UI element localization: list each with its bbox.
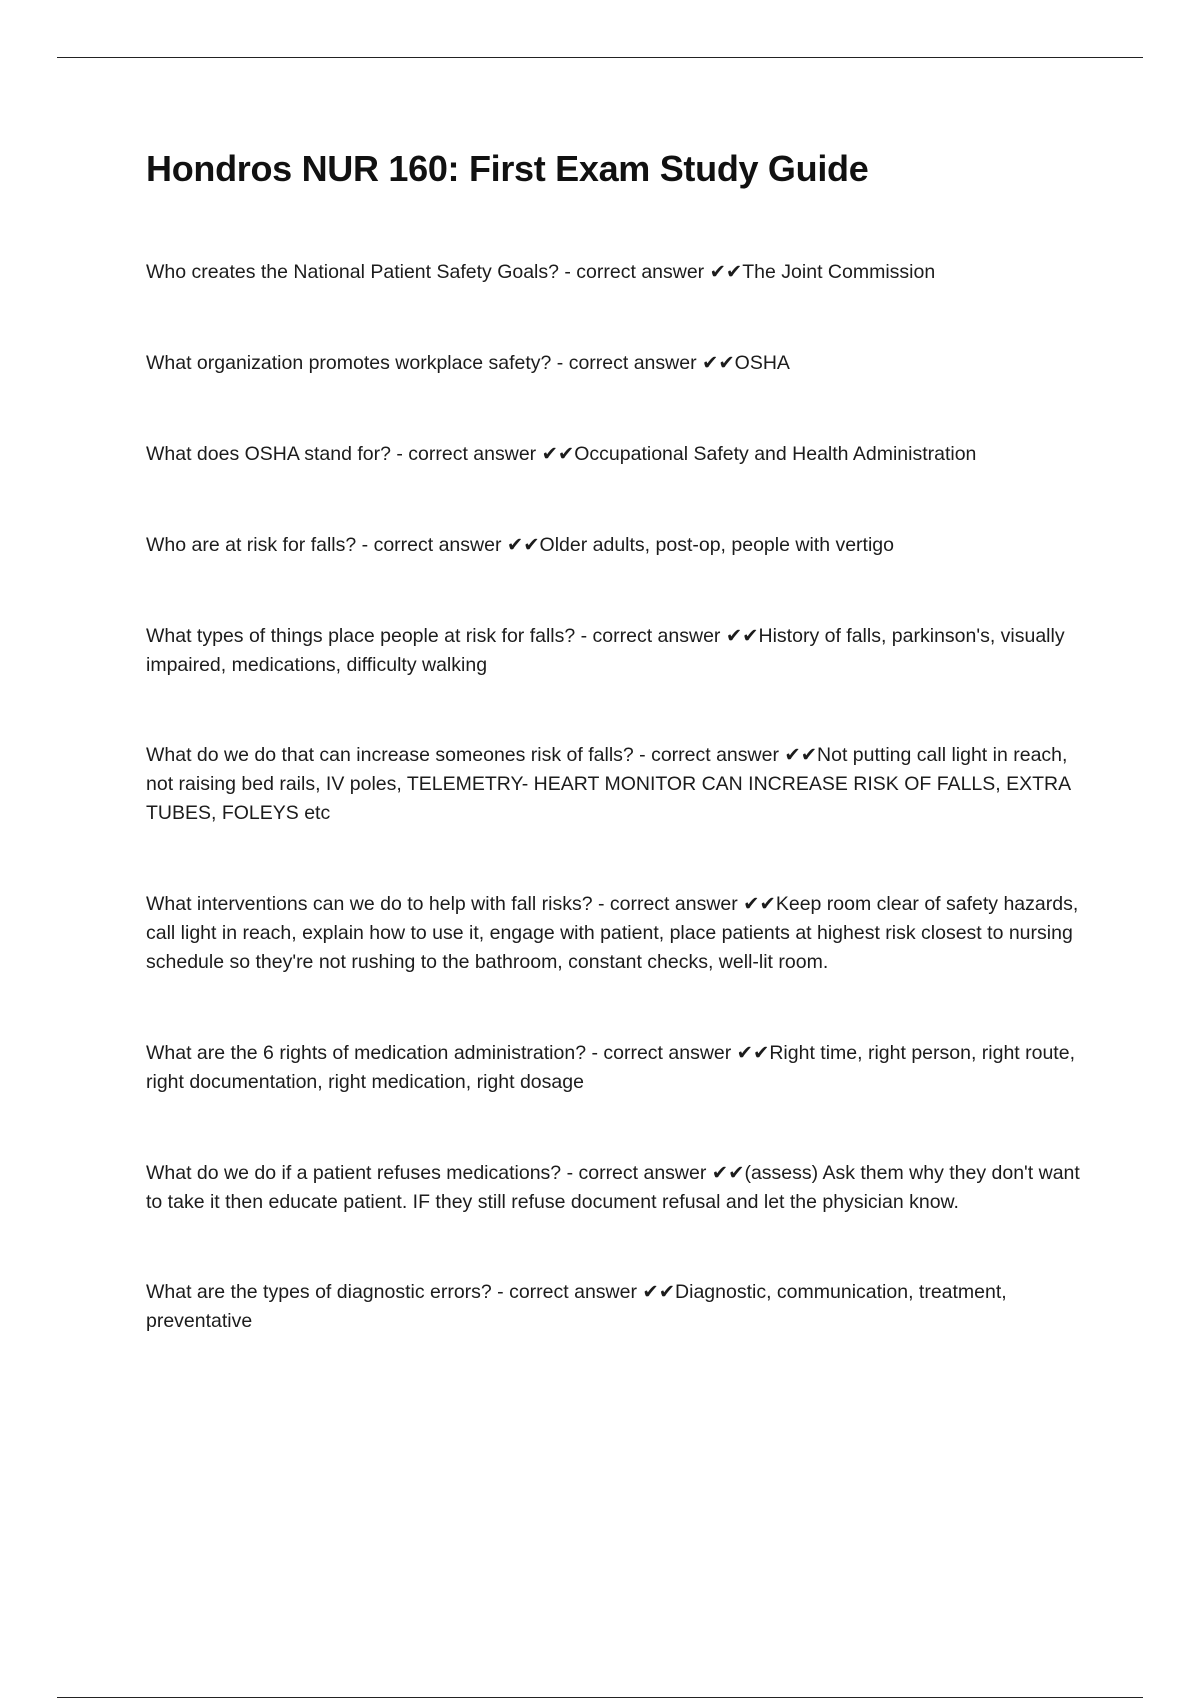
qa-item: Who creates the National Patient Safety Goals? - correct answer ✔✔The Joint Commission bbox=[146, 261, 936, 283]
qa-item: What does OSHA stand for? - correct answer ✔✔Occupational Safety and Health Administration bbox=[146, 443, 977, 465]
qa-item: What organization promotes workplace safety? - correct answer ✔✔OSHA bbox=[146, 352, 790, 374]
document-title: Hondros NUR 160: First Exam Study Guide bbox=[146, 148, 869, 189]
qa-item: Who are at risk for falls? - correct answer ✔✔Older adults, post-op, people with vertigo bbox=[146, 534, 894, 556]
top-divider bbox=[57, 57, 1143, 58]
qa-item: What are the types of diagnostic errors? - correct answer ✔✔Diagnostic, communication, treatment, preventative bbox=[146, 1281, 1007, 1332]
qa-item: What are the 6 rights of medication administration? - correct answer ✔✔Right time, right person, right route, right documentation, right medication, right dosage bbox=[146, 1042, 1075, 1093]
qa-item: What interventions can we do to help with fall risks? - correct answer ✔✔Keep room clear of safety hazards, call light in reach, explain how to use it, engage with patient, place patients at highest risk closest to nursing schedule so they're not rushing to the bathroom, constant checks, well-lit room. bbox=[146, 893, 1079, 973]
qa-item: What do we do that can increase someones risk of falls? - correct answer ✔✔Not putting call light in reach, not raising bed rails, IV poles, TELEMETRY- HEART MONITOR CAN INCREASE RISK OF FALLS, EXTRA TUBES, FOLEYS etc bbox=[146, 744, 1071, 824]
qa-item: What types of things place people at risk for falls? - correct answer ✔✔History of falls, parkinson's, visually impaired, medications, difficulty walking bbox=[146, 625, 1065, 676]
qa-item: What do we do if a patient refuses medications? - correct answer ✔✔(assess) Ask them why they don't want to take it then educate patient. IF they still refuse document refusal and let the physician know. bbox=[146, 1162, 1080, 1213]
bottom-divider bbox=[57, 1697, 1143, 1698]
